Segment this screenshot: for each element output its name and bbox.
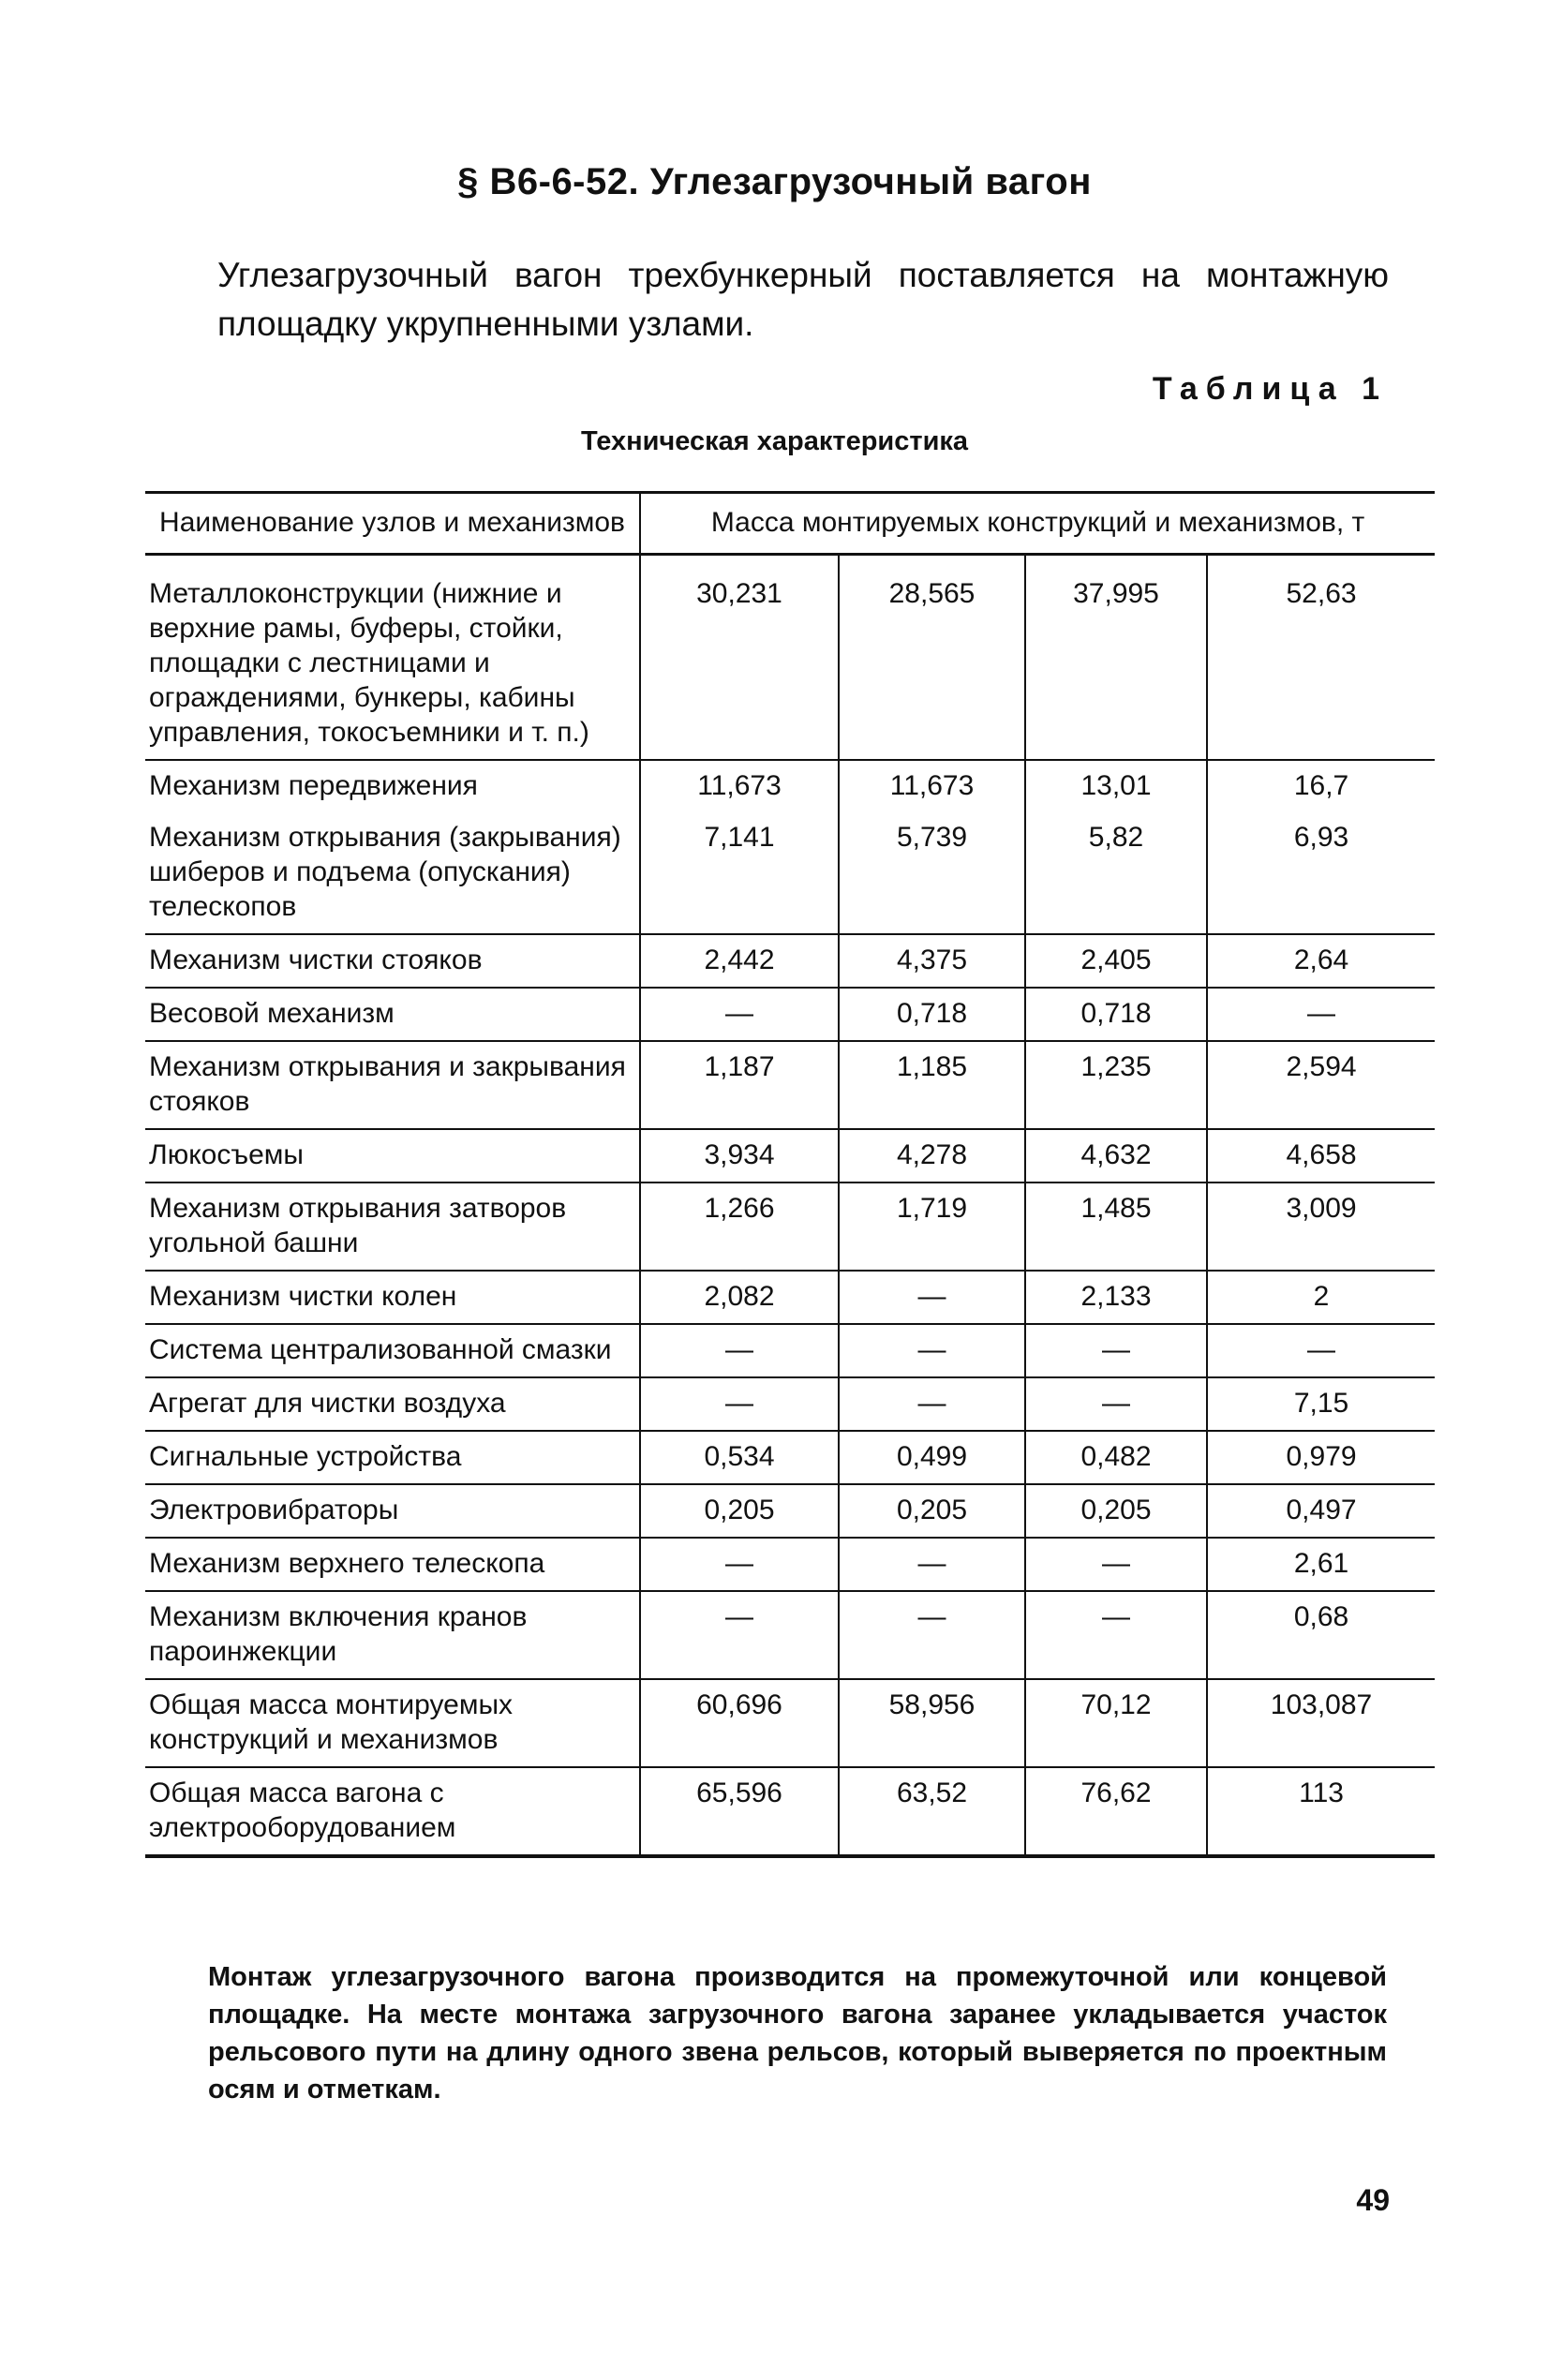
column-header-name: Наименование узлов и механизмов (145, 493, 640, 555)
table-row (145, 576, 1435, 760)
table-number: Таблица 1 (1152, 371, 1388, 407)
table-row (145, 760, 1435, 812)
characteristics-table (145, 491, 1435, 1858)
mass-value-col1: — (640, 988, 839, 1041)
mass-value-col3: 1,485 (1025, 1183, 1207, 1271)
mass-value-col1: 65,596 (640, 1767, 839, 1856)
row-name: Система централизованной смазки (145, 1324, 640, 1377)
mass-value-col3: 2,133 (1025, 1271, 1207, 1324)
mass-value-col2: 63,52 (839, 1767, 1025, 1856)
mass-value-col2: 4,375 (839, 934, 1025, 988)
table-row (145, 1767, 1435, 1856)
mass-value-col2: 0,499 (839, 1431, 1025, 1484)
mass-value-col3: 70,12 (1025, 1679, 1207, 1767)
mass-value-col2: 0,205 (839, 1484, 1025, 1538)
row-name: Общая масса монтируемых конструкций и механизмов (145, 1679, 640, 1767)
mass-value-col1: 3,934 (640, 1129, 839, 1183)
mass-value-col3: 1,235 (1025, 1041, 1207, 1129)
mass-value-col3: — (1025, 1538, 1207, 1591)
mass-value-col4: 0,68 (1207, 1591, 1435, 1679)
mass-value-col2: 5,739 (839, 812, 1025, 934)
row-name: Механизм открывания (закрывания) шиберов и подъема (опускания) телескопов (145, 812, 640, 934)
row-name: Механизм открывания и закрывания стояков (145, 1041, 640, 1129)
mass-value-col1: 2,442 (640, 934, 839, 988)
table-row (145, 1591, 1435, 1679)
mass-value-col4: 6,93 (1207, 812, 1435, 934)
mass-value-col1: — (640, 1591, 839, 1679)
mass-value-col3: 13,01 (1025, 760, 1207, 812)
table-header-row (145, 493, 1435, 555)
mass-value-col1: 60,696 (640, 1679, 839, 1767)
row-name: Механизм передвижения (145, 760, 640, 812)
mass-value-col1: 7,141 (640, 812, 839, 934)
column-header-mass: Масса монтируемых конструкций и механизмов, т (640, 493, 1435, 555)
mass-value-col1: 0,205 (640, 1484, 839, 1538)
mass-value-col1: 0,534 (640, 1431, 839, 1484)
table-row (145, 812, 1435, 934)
mass-value-col4: 113 (1207, 1767, 1435, 1856)
mass-value-col1: 11,673 (640, 760, 839, 812)
mass-value-col3: 5,82 (1025, 812, 1207, 934)
row-name: Механизм верхнего телескопа (145, 1538, 640, 1591)
mass-value-col4: 2,64 (1207, 934, 1435, 988)
mass-value-col4: 16,7 (1293, 770, 1349, 801)
mass-value-col3: — (1025, 1377, 1207, 1431)
header-gap (145, 555, 1435, 577)
table-body (145, 555, 1435, 1857)
intro-paragraph: Углезагрузочный вагон трехбункерный поставляется на монтажную площадку укрупненными узлами. (217, 256, 1389, 343)
mass-value-col2: 4,278 (839, 1129, 1025, 1183)
table-row (145, 1484, 1435, 1538)
mass-value-col4: 2,61 (1207, 1538, 1435, 1591)
mass-value-col2: 1,185 (839, 1041, 1025, 1129)
mass-value-col2: 58,956 (839, 1679, 1025, 1767)
table-row (145, 1679, 1435, 1767)
mass-value-col2: — (839, 1377, 1025, 1431)
page-number: 49 (1356, 2183, 1390, 2217)
row-name: Металлоконструкции (нижние и верхние рамы, буферы, стойки, площадки с лестницами и ограждениями, бункеры, кабины управления, токосъемники и т. п.) (145, 576, 640, 760)
mass-value-col4: 7,15 (1207, 1377, 1435, 1431)
mass-value-col2: 0,718 (839, 988, 1025, 1041)
mass-value-col3: — (1025, 1591, 1207, 1679)
mass-value-col3: 4,632 (1025, 1129, 1207, 1183)
table-row (145, 1271, 1435, 1324)
table-row (145, 934, 1435, 988)
mass-value-col1: — (640, 1538, 839, 1591)
table-row (145, 1129, 1435, 1183)
mass-value-col1: 1,266 (640, 1183, 839, 1271)
table-row (145, 1324, 1435, 1377)
row-name: Механизм чистки колен (145, 1271, 640, 1324)
row-name: Механизм чистки стояков (145, 934, 640, 988)
mass-value-col4: 0,979 (1207, 1431, 1435, 1484)
mass-value-col2: 1,719 (839, 1183, 1025, 1271)
mass-value-col2: 28,565 (839, 576, 1025, 760)
mass-value-col1: 2,082 (640, 1271, 839, 1324)
mass-value-col1: 1,187 (640, 1041, 839, 1129)
section-heading: § В6-6-52. Углезагрузочный вагон (457, 161, 1092, 202)
mass-value-col1: — (640, 1324, 839, 1377)
row-name: Люкосъемы (145, 1129, 640, 1183)
mass-value-col3: 76,62 (1025, 1767, 1207, 1856)
mass-value-col2: — (839, 1271, 1025, 1324)
row-name: Общая масса вагона с электрооборудованием (145, 1767, 640, 1856)
mass-value-col1: — (640, 1377, 839, 1431)
mass-value-col1: 30,231 (640, 576, 839, 760)
table-row (145, 988, 1435, 1041)
mass-value-col2: 11,673 (839, 760, 1025, 812)
table-row (145, 1538, 1435, 1591)
row-name: Сигнальные устройства (145, 1431, 640, 1484)
row-name: Механизм открывания затворов угольной башни (145, 1183, 640, 1271)
table-row (145, 1041, 1435, 1129)
mass-value-col4: 3,009 (1207, 1183, 1435, 1271)
mass-value-col3: 37,995 (1025, 576, 1207, 760)
table-row (145, 1377, 1435, 1431)
mass-value-col4: 52,63 (1207, 576, 1435, 760)
row-name: Весовой механизм (145, 988, 640, 1041)
mass-value-col3: 2,405 (1025, 934, 1207, 988)
mass-value-col4: 2,594 (1207, 1041, 1435, 1129)
mass-value-col3: — (1025, 1324, 1207, 1377)
row-name: Агрегат для чистки воздуха (145, 1377, 640, 1431)
mass-value-col2: — (839, 1324, 1025, 1377)
row-name: Механизм включения кранов пароинжекции (145, 1591, 640, 1679)
row-name: Электровибраторы (145, 1484, 640, 1538)
mass-value-col2: — (839, 1538, 1025, 1591)
mass-value-col2: — (839, 1591, 1025, 1679)
mass-value-col4: — (1207, 988, 1435, 1041)
mass-value-col3: 0,205 (1025, 1484, 1207, 1538)
mass-value-col4: 2 (1207, 1271, 1435, 1324)
mass-value-col4: 0,497 (1207, 1484, 1435, 1538)
table-caption: Техническая характеристика (580, 426, 969, 456)
mass-value-col4: 103,087 (1207, 1679, 1435, 1767)
mass-value-col4: — (1207, 1324, 1435, 1377)
mass-value-col4: 4,658 (1207, 1129, 1435, 1183)
table-row (145, 1431, 1435, 1484)
closing-paragraph: Монтаж углезагрузочного вагона производится на промежуточной или концевой площадке. На месте монтажа загрузочного вагона заранее укладывается участок рельсового пути на длину одного звена рельсов, который выверяется по проектным осям и отметкам. (208, 1962, 1387, 2105)
mass-value-col3: 0,482 (1025, 1431, 1207, 1484)
mass-value-col3: 0,718 (1025, 988, 1207, 1041)
table-row (145, 1183, 1435, 1271)
